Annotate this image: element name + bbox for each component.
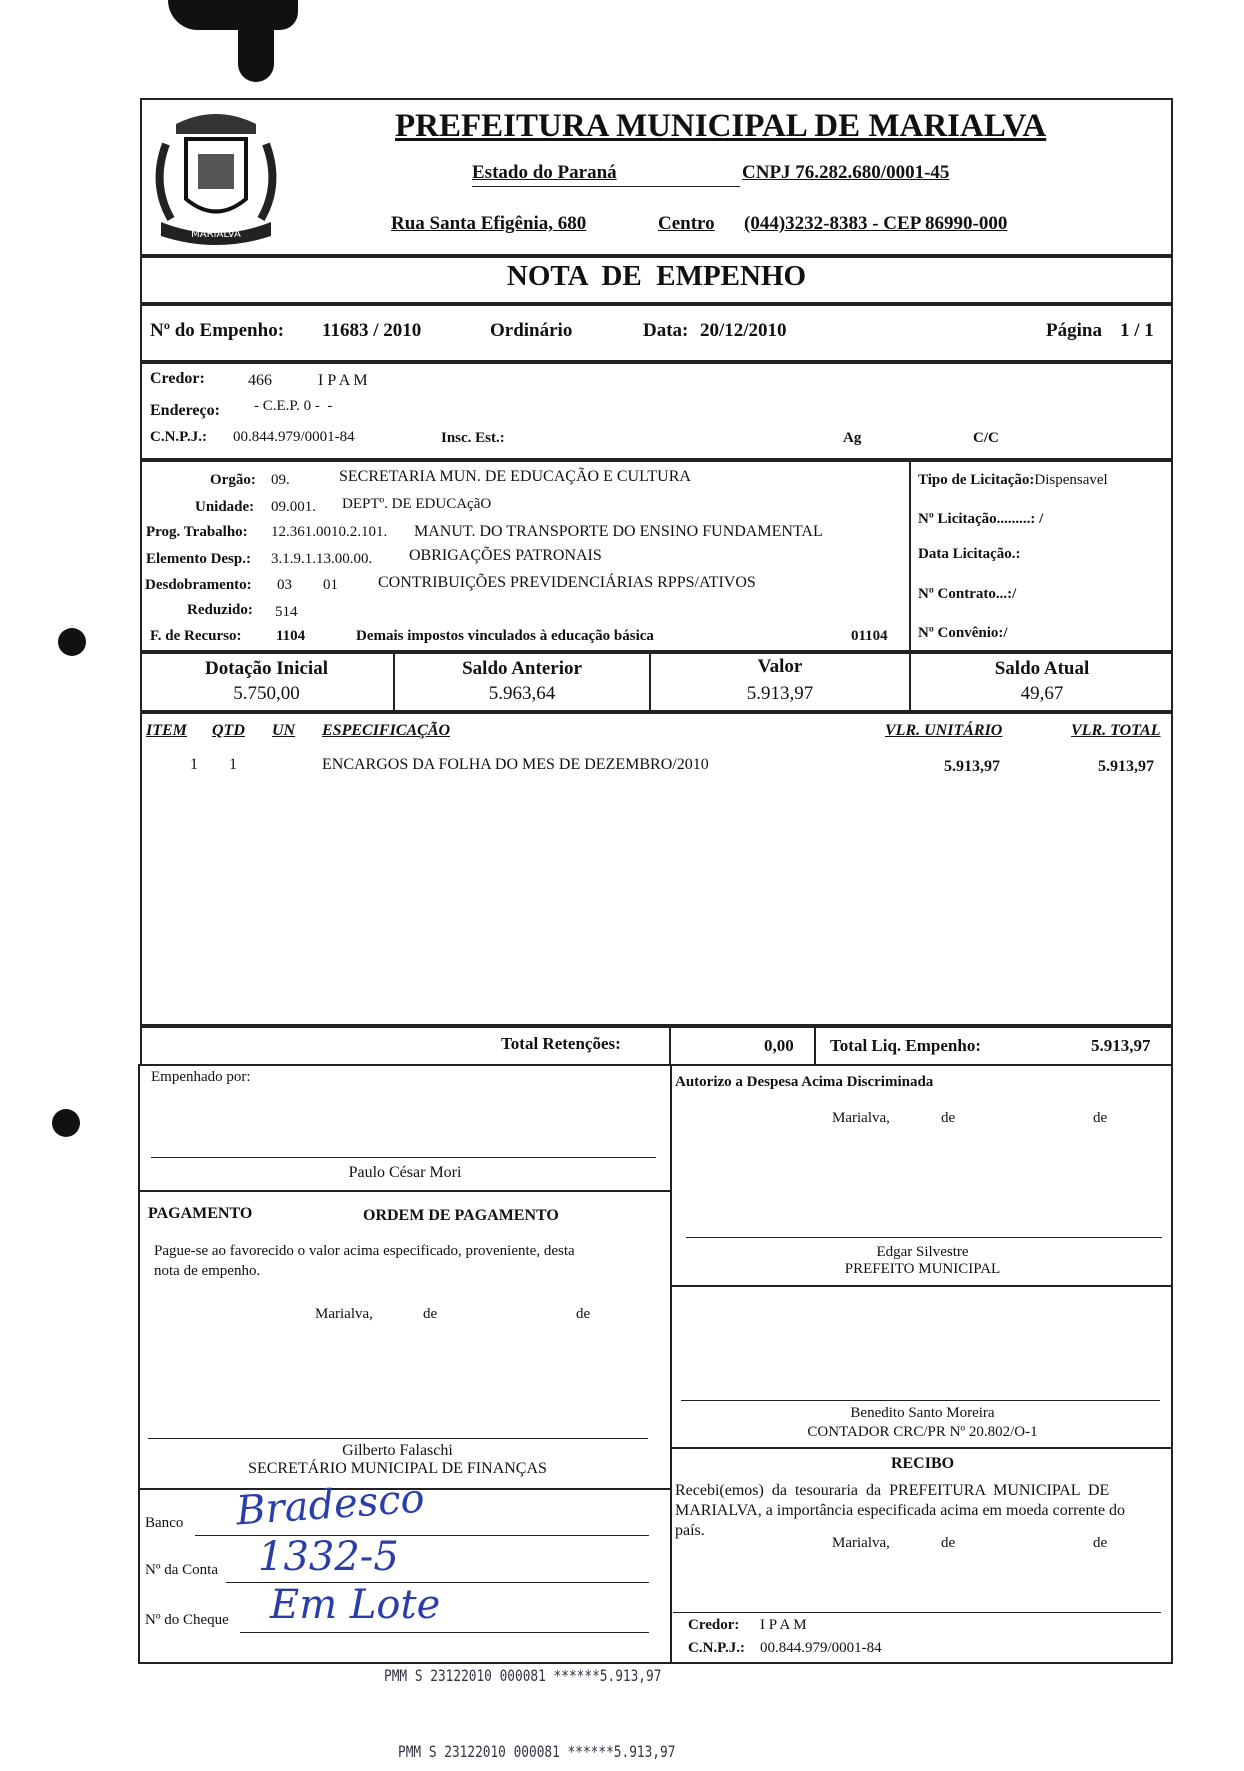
pagamento-city: Marialva, (315, 1306, 373, 1322)
autorizo-label: Autorizo a Despesa Acima Discriminada (675, 1074, 934, 1090)
contrato-label: Nº Contrato...:/ (918, 586, 1017, 602)
payment-stamp-2: PMM S 23122010 000081 ******5.913,97 (398, 1742, 676, 1761)
cheque-label: Nº do Cheque (145, 1612, 229, 1628)
prefeito-role: PREFEITO MUNICIPAL (844, 1261, 1001, 1277)
recibo-credor-label: Credor: (688, 1617, 740, 1633)
elem-code: 3.1.9.1.13.00.00. (271, 551, 373, 567)
ink-blot (168, 0, 298, 30)
dotacao-inicial-value: 5.750,00 (233, 683, 300, 704)
credor-name: I P A M (318, 372, 368, 389)
orgao-name: SECRETARIA MUN. DE EDUCAÇÃO E CULTURA (339, 468, 691, 485)
orgao-code: 09. (271, 472, 290, 488)
saldo-atual-label: Saldo Atual (994, 658, 1090, 679)
pagamento-text-2: nota de empenho. (154, 1263, 261, 1279)
autorizo-de-1: de (941, 1110, 956, 1126)
saldo-anterior-value: 5.963,64 (488, 683, 556, 704)
endereco-label: Endereço: (150, 402, 220, 419)
recibo-cnpj: 00.844.979/0001-84 (760, 1640, 882, 1656)
svg-text:MARIALVA: MARIALVA (191, 229, 241, 240)
recibo-text-3: país. (675, 1522, 705, 1539)
empenho-type: Ordinário (490, 320, 573, 341)
orgao-label: Orgão: (210, 472, 256, 488)
pagamento-de-1: de (423, 1306, 438, 1322)
state-label: Estado do Paraná (472, 162, 617, 183)
fonte-code: 1104 (276, 628, 306, 644)
empenho-date: 20/12/2010 (700, 320, 787, 341)
doc-title: NOTA DE EMPENHO (506, 260, 807, 292)
ag-label: Ag (843, 430, 862, 446)
banco-label: Banco (145, 1515, 184, 1531)
centro-label: Centro (658, 213, 715, 234)
valor-label: Valor (757, 656, 803, 677)
prog-label: Prog. Trabalho: (146, 524, 248, 540)
row-qtd: 1 (229, 756, 237, 773)
recibo-title: RECIBO (890, 1455, 955, 1472)
empenho-number: 11683 / 2010 (322, 320, 422, 341)
unidade-label: Unidade: (195, 499, 255, 515)
dotacao-inicial-label: Dotação Inicial (205, 658, 328, 679)
desd-name: CONTRIBUIÇÕES PREVIDENCIÁRIAS RPPS/ATIVOS (378, 574, 756, 591)
contador-role: CONTADOR CRC/PR Nº 20.802/O-1 (807, 1424, 1038, 1440)
empenho-label: Nº do Empenho: (150, 320, 285, 341)
row-item: 1 (190, 756, 198, 773)
liq-empenho-label: Total Liq. Empenho: (830, 1036, 981, 1055)
data-licitacao-label: Data Licitação.: (918, 546, 1021, 562)
prog-code: 12.361.0010.2.101. (271, 524, 388, 540)
col-un-header: UN (272, 722, 296, 739)
elem-name: OBRIGAÇÕES PATRONAIS (409, 547, 602, 564)
row-vlr-unit: 5.913,97 (944, 758, 1000, 775)
pagamento-label: PAGAMENTO (148, 1205, 253, 1222)
payment-stamp-1: PMM S 23122010 000081 ******5.913,97 (384, 1666, 662, 1685)
recibo-credor-name: I P A M (760, 1617, 807, 1633)
totals-box (140, 1026, 1173, 1066)
col-item-header: ITEM (146, 722, 187, 739)
cc-label: C/C (973, 430, 999, 446)
retencoes-value: 0,00 (764, 1036, 794, 1055)
secretario-name: Gilberto Falaschi (342, 1442, 453, 1459)
pagamento-text-1: Pague-se ao favorecido o valor acima especificado, proveniente, desta (154, 1243, 575, 1259)
unidade-name: DEPTº. DE EDUCAçãO (342, 496, 492, 512)
phone-cep-label: (044)3232-8383 - CEP 86990-000 (744, 213, 1008, 234)
punch-hole (58, 628, 86, 656)
insc-label: Insc. Est.: (441, 430, 505, 446)
prefeitura-title: PREFEITURA MUNICIPAL DE MARIALVA (395, 108, 1047, 144)
page-number: 1 / 1 (1120, 320, 1154, 341)
pagamento-de-2: de (576, 1306, 591, 1322)
row-vlr-total: 5.913,97 (1098, 758, 1154, 775)
empenhado-name: Paulo César Mori (348, 1164, 462, 1181)
elem-label: Elemento Desp.: (146, 551, 251, 567)
municipal-seal-icon (146, 104, 286, 250)
liq-empenho-value: 5.913,97 (1091, 1036, 1151, 1055)
convenio-label: Nº Convênio:/ (918, 625, 1008, 641)
desd-code: 03 (277, 577, 292, 593)
cheque-handwritten: Em Lote (270, 1582, 441, 1628)
fonte-label: F. de Recurso: (150, 628, 242, 644)
desd-sub: 01 (323, 577, 338, 593)
ink-drip (238, 20, 274, 82)
recibo-text-1: Recebi(emos) da tesouraria da PREFEITURA MUNICIPAL DE (675, 1482, 1110, 1499)
banco-handwritten: Bradesco (234, 1475, 427, 1535)
secretario-role: SECRETÁRIO MUNICIPAL DE FINANÇAS (248, 1460, 547, 1477)
unidade-code: 09.001. (271, 499, 316, 515)
conta-handwritten: 1332-5 (258, 1534, 399, 1580)
autorizo-city: Marialva, (832, 1110, 890, 1126)
row-espec: ENCARGOS DA FOLHA DO MES DE DEZEMBRO/2010 (322, 756, 709, 773)
saldo-anterior-label: Saldo Anterior (462, 658, 582, 679)
date-label: Data: (643, 320, 689, 341)
fonte-name: Demais impostos vinculados à educação básica (356, 628, 654, 644)
address-label: Rua Santa Efigênia, 680 (391, 213, 587, 234)
col-vlr-unit-header: VLR. UNITÁRIO (885, 722, 1003, 739)
recibo-de-1: de (941, 1535, 956, 1551)
contador-name: Benedito Santo Moreira (850, 1405, 995, 1421)
credor-cnpj: 00.844.979/0001-84 (233, 429, 355, 445)
col-espec-header: ESPECIFICAÇÃO (322, 722, 451, 739)
conta-label: Nº da Conta (145, 1562, 218, 1578)
autorizo-de-2: de (1093, 1110, 1108, 1126)
credor-label: Credor: (150, 370, 205, 387)
fonte-ref: 01104 (851, 628, 888, 644)
tipo-licitacao-label: Tipo de Licitação:Dispensavel (918, 472, 1108, 488)
recibo-de-2: de (1093, 1535, 1108, 1551)
retencoes-label: Total Retenções: (501, 1034, 621, 1053)
recibo-cnpj-label: C.N.P.J.: (688, 1640, 745, 1656)
saldo-atual-value: 49,67 (1020, 683, 1064, 704)
col-vlr-total-header: VLR. TOTAL (1071, 722, 1161, 739)
empenhado-label: Empenhado por: (151, 1069, 251, 1085)
reduzido-label: Reduzido: (187, 602, 253, 618)
endereco-value: - C.E.P. 0 - - (254, 398, 333, 414)
ordem-pagamento-title: ORDEM DE PAGAMENTO (363, 1207, 559, 1224)
prefeito-name: Edgar Silvestre (876, 1244, 969, 1260)
recibo-text-2: MARIALVA, a importância especificada acima em moeda corrente do (675, 1502, 1126, 1519)
num-licitacao-label: Nº Licitação.........: / (918, 511, 1044, 527)
page-label: Página (1046, 320, 1102, 341)
recibo-city: Marialva, (832, 1535, 890, 1551)
reduzido-code: 514 (275, 604, 298, 620)
cnpj-label: C.N.P.J.: (150, 429, 207, 445)
valor-value: 5.913,97 (746, 683, 814, 704)
prog-name: MANUT. DO TRANSPORTE DO ENSINO FUNDAMENTAL (414, 523, 823, 540)
col-qtd-header: QTD (212, 722, 245, 739)
punch-hole (52, 1109, 80, 1137)
desd-label: Desdobramento: (145, 577, 252, 593)
cnpj-header: CNPJ 76.282.680/0001-45 (742, 162, 950, 183)
credor-code: 466 (248, 372, 272, 389)
